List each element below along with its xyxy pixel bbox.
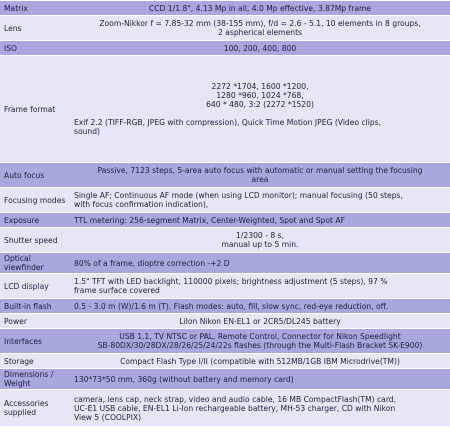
spec-label: LCD display bbox=[0, 274, 70, 298]
spec-value bbox=[70, 163, 450, 187]
spec-label: Built-in flash bbox=[0, 299, 70, 313]
spec-value-line: LiIon Nikon EN-EL1 or 2CR5/DL245 battery bbox=[179, 316, 341, 326]
spec-value-line: Zoom-Nikkor f = 7.85-32 mm (38-155 mm), f/d = 2.6 - 5.1, 10 elements in 8 groups, bbox=[99, 19, 421, 28]
spec-label: Accessories supplied bbox=[0, 390, 70, 426]
spec-value-line: CCD 1/1.8", 4.13 Mp in all, 4.0 Mp effective, 3.87Mp frame bbox=[148, 3, 372, 13]
spec-value-line: Passive, 7123 steps, 5-area auto focus with automatic or manual setting the focusing bbox=[97, 166, 423, 175]
spec-value-line: sound) bbox=[74, 127, 101, 136]
spec-label: Storage bbox=[0, 354, 70, 368]
spec-value-line: Single AF; Continuous AF mode (when using LCD monitor); manual focusing (50 steps, bbox=[74, 191, 403, 200]
spec-label: Optical viewfinder bbox=[0, 253, 70, 273]
spec-row bbox=[0, 1, 450, 15]
spec-value-line: 0.5 - 3.0 m (W)/1.6 m (T). Flash modes: auto, fill, slow sync, red-eye reduction, off. bbox=[74, 301, 389, 311]
spec-value bbox=[70, 56, 450, 162]
spec-value-line: USB 1.1, TV NTSC or PAL, Remote Control, Connector for Nikon Speedlight bbox=[119, 332, 401, 341]
spec-label: Frame format bbox=[0, 56, 70, 162]
spec-value-line: with focus confirmation indication), bbox=[74, 200, 209, 209]
spec-value-line: 100, 200, 400, 800 bbox=[223, 43, 297, 53]
spec-value bbox=[70, 390, 450, 426]
spec-value bbox=[70, 369, 450, 389]
spec-value-line: Compact Flash Type I/II (compatible with 512MB/1GB IBM Microdrive(TM)) bbox=[120, 356, 400, 366]
spec-label: Lens bbox=[0, 16, 70, 40]
spec-value-line: area bbox=[251, 175, 269, 184]
spec-row bbox=[0, 274, 450, 298]
spec-value-line: View 5 (COOLPIX) bbox=[74, 412, 142, 422]
spec-value bbox=[70, 213, 450, 227]
spec-value bbox=[70, 354, 450, 368]
spec-value-line: 1.5" TFT with LED backlight, 110000 pixels; brightness adjustment (5 steps), 97 % bbox=[74, 277, 388, 286]
spec-label: Auto focus bbox=[0, 163, 70, 187]
spec-label: Power bbox=[0, 314, 70, 328]
spec-value-line: UC-E1 USB cable, EN-EL1 Li-Ion rechargeable battery, MH-53 charger, CD with Nikon bbox=[74, 403, 396, 413]
spec-value-line: 2272 *1704, 1600 *1200, bbox=[211, 82, 309, 91]
spec-value-line: 130*73*50 mm, 360g (without battery and memory card) bbox=[74, 374, 294, 384]
spec-row bbox=[0, 213, 450, 227]
spec-value-line: manual up to 5 min. bbox=[221, 240, 299, 249]
spec-value bbox=[70, 228, 450, 252]
spec-row bbox=[0, 314, 450, 328]
spec-value bbox=[70, 16, 450, 40]
spec-table-body bbox=[0, 1, 450, 426]
spec-value bbox=[70, 299, 450, 313]
spec-value-line: 640 * 480, 3:2 (2272 *1520) bbox=[206, 100, 314, 109]
spec-value bbox=[70, 1, 450, 15]
spec-value bbox=[70, 41, 450, 55]
spec-value bbox=[70, 253, 450, 273]
spec-label: Exposure bbox=[0, 213, 70, 227]
spec-value-line: frame surface covered bbox=[74, 286, 160, 295]
spec-value bbox=[70, 188, 450, 212]
spec-value bbox=[70, 329, 450, 353]
spec-value-line: camera, lens cap, neck strap, video and audio cable, 16 MB CompactFlash(TM) card, bbox=[74, 394, 397, 404]
spec-value-line: 1280 *960, 1024 *768, bbox=[216, 91, 304, 100]
spec-value-line: 1/2300 - 8 s, bbox=[236, 231, 284, 240]
spec-value bbox=[70, 274, 450, 298]
spec-row bbox=[0, 369, 450, 389]
spec-label: Dimensions / Weight bbox=[0, 369, 70, 389]
spec-value-line: Exif 2.2 (TIFF-RGB, JPEG with compression), Quick Time Motion JPEG (Video clips, bbox=[74, 118, 382, 127]
spec-row bbox=[0, 253, 450, 273]
spec-value-line: SB-80DX/30/28DX/28/26/25/24/22s flashes (through the Multi-Flash Bracket SK-E900) bbox=[97, 341, 423, 350]
spec-row bbox=[0, 188, 450, 212]
spec-row bbox=[0, 329, 450, 353]
spec-row bbox=[0, 390, 450, 426]
spec-row bbox=[0, 163, 450, 187]
spec-row bbox=[0, 56, 450, 162]
spec-row bbox=[0, 299, 450, 313]
spec-value-line: 2 aspherical elements bbox=[217, 28, 302, 37]
spec-row bbox=[0, 228, 450, 252]
spec-label: ISO bbox=[0, 41, 70, 55]
spec-value bbox=[70, 314, 450, 328]
spec-value-line bbox=[74, 109, 446, 118]
spec-row bbox=[0, 354, 450, 368]
spec-label: Matrix bbox=[0, 1, 70, 15]
spec-label: Shutter speed bbox=[0, 228, 70, 252]
spec-label: Interfaces bbox=[0, 329, 70, 353]
spec-value-line: 80% of a frame, dioptre correction -+2 D bbox=[74, 258, 230, 268]
spec-row bbox=[0, 16, 450, 40]
spec-row bbox=[0, 41, 450, 55]
spec-label: Focusing modes bbox=[0, 188, 70, 212]
spec-value-line: TTL metering: 256-segment Matrix, Center-Weighted, Spot and Spot AF bbox=[74, 215, 345, 225]
